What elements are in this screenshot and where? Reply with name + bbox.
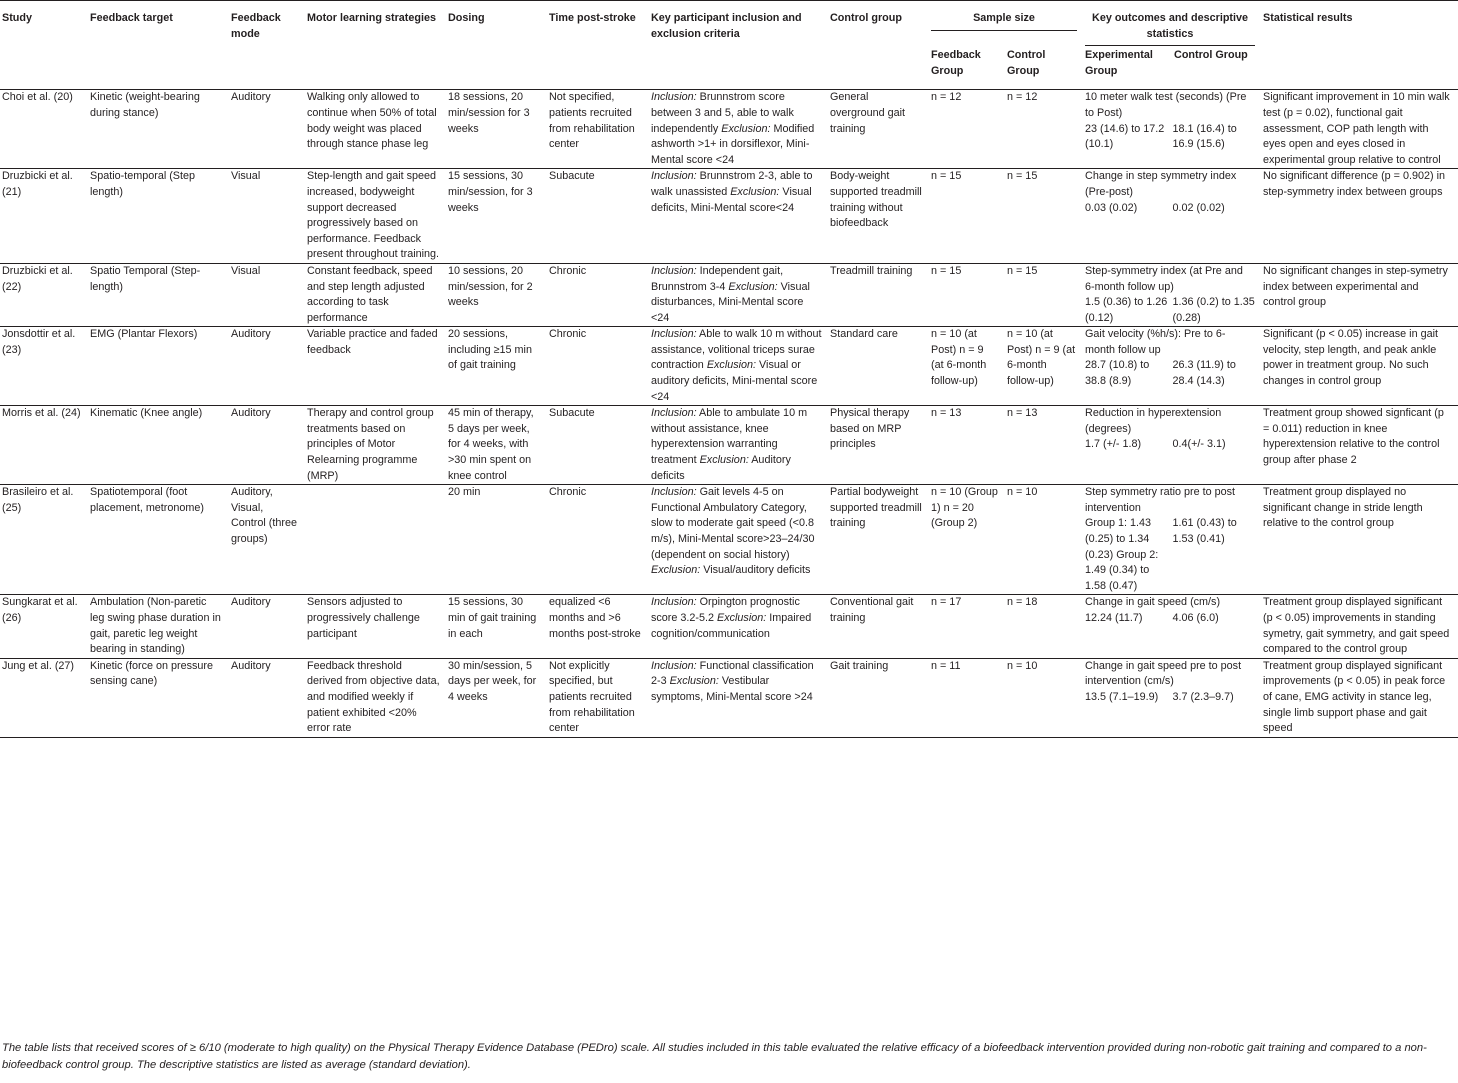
cell-control: Physical therapy based on MRP principles [830, 407, 910, 451]
cell-mode: Visual [231, 170, 261, 183]
cell-n-control: n = 18 [1007, 596, 1038, 609]
table-row [0, 169, 1458, 264]
cell-n-control: n = 15 [1007, 264, 1038, 277]
cell-outcomes [1083, 169, 1261, 264]
cell-mode: Visual [231, 264, 261, 277]
cell-n-feedback: n = 10 (at Post) n = 9 (at 6-month follow-up) [931, 328, 987, 388]
cell-time: Subacute [549, 170, 595, 183]
outcome-experimental: Group 1: 1.43 (0.25) to 1.34 (0.23) Group 2: 1.49 (0.34) to 1.58 (0.47) [1085, 517, 1159, 592]
outcome-control: 1.61 (0.43) to 1.53 (0.41) [1172, 517, 1237, 545]
outcome-experimental: 1.7 (+/- 1.8) [1085, 438, 1142, 451]
cell-time: Chronic [549, 264, 587, 277]
table-row [0, 90, 1458, 169]
cell-n-control: n = 12 [1007, 91, 1038, 104]
cell-stats: No significant changes in step-symetry index between experimental and control group [1263, 264, 1448, 309]
cell-study: Druzbicki et al. (21) [2, 170, 73, 198]
cell-stats: Treatment group displayed significant improvements (p < 0.05) in peak force of cane, EMG activity in stance leg, single limb support phase and gait speed [1263, 659, 1446, 735]
header-criteria: Key participant inclusion and exclusion criteria [651, 12, 802, 40]
header-feedback-target: Feedback target [90, 12, 173, 24]
cell-outcomes [1083, 658, 1261, 737]
header-sample-control: Control Group [1007, 49, 1046, 77]
outcome-experimental: 12.24 (11.7) [1085, 611, 1143, 624]
cell-stats: Significant improvement in 10 min walk test (p = 0.02), functional gait assessment, COP path length with eyes open and eyes closed in experimental group relative to control [1263, 91, 1450, 166]
cell-strategies: Therapy and control group treatments based on principles of Motor Relearning programme (MRP) [307, 407, 434, 482]
cell-strategies: Walking only allowed to continue when 50% of total body weight was placed through stance phase leg [307, 91, 437, 151]
cell-n-feedback: n = 11 [931, 659, 961, 672]
outcome-experimental: 1.5 (0.36) to 1.26 (0.12) [1085, 296, 1168, 324]
outcome-experimental: 23 (14.6) to 17.2 (10.1) [1085, 122, 1165, 151]
cell-control: Body-weight supported treadmill training without biofeedback [830, 170, 922, 230]
header-control-group: Control group [830, 12, 902, 24]
cell-n-control: n = 10 [1007, 486, 1038, 499]
cell-dosing: 20 min [448, 486, 481, 499]
header-sample-feedback: Feedback Group [931, 49, 981, 77]
outcome-description: Gait velocity (%h/s): Pre to 6-month follow up [1085, 328, 1226, 356]
cell-dosing: 10 sessions, 20 min/session, for 2 weeks [448, 264, 533, 309]
cell-time: Not explicitly specified, but patients recruited from rehabilitation center [549, 659, 635, 735]
cell-mode: Auditory [231, 596, 271, 609]
cell-n-control: n = 13 [1007, 407, 1038, 420]
cell-study: Druzbicki et al. (22) [2, 264, 73, 293]
cell-mode: Auditory [231, 407, 271, 420]
header-stats: Statistical results [1263, 12, 1353, 24]
cell-stats: Treatment group showed signficant (p = 0.011) reduction in knee hyperextension relative to the control group after phase 2 [1263, 407, 1444, 467]
outcome-control: 3.7 (2.3–9.7) [1172, 690, 1234, 703]
outcome-experimental: 28.7 (10.8) to 38.8 (8.9) [1085, 359, 1150, 388]
outcome-description: Change in gait speed pre to post intervention (cm/s) [1085, 659, 1242, 688]
cell-n-feedback: n = 12 [931, 91, 962, 104]
header-outcome-exp: Experimental Group [1085, 49, 1153, 77]
outcome-control: 18.1 (16.4) to 16.9 (15.6) [1172, 122, 1237, 151]
outcome-control: 1.36 (0.2) to 1.35 (0.28) [1172, 296, 1255, 324]
cell-n-control: n = 10 (at Post) n = 9 (at 6-month follow-up) [1007, 328, 1076, 388]
cell-stats: Treatment group displayed no significant change in stride length relative to the control group [1263, 486, 1423, 530]
table-caption: The table lists that received scores of ≥ 6/10 (moderate to high quality) on the Physical Therapy Evidence Database (PEDro) scale. All studies included in this table evaluated the relative efficacy of a biofeedback intervention provided during non-robotic gait training and compared to a non-biofeedback control group. The descriptive statistics are listed as average (standard deviation). [2, 1042, 1427, 1071]
outcome-control: 4.06 (6.0) [1172, 611, 1219, 624]
cell-dosing: 45 min of therapy, 5 days per week, for 4 weeks, with >30 min spent on knee control [448, 407, 534, 482]
cell-time: Chronic [549, 486, 587, 499]
outcome-control: 0.4(+/- 3.1) [1172, 438, 1226, 451]
cell-outcomes [1083, 327, 1261, 406]
cell-strategies: Feedback threshold derived from objective data, and modified weekly if patient exhibited <20% error rate [307, 659, 440, 735]
cell-criteria: Inclusion: Able to ambulate 10 m without assistance, knee hyperextension warranting treatment Exclusion: Auditory deficits [651, 407, 808, 482]
cell-control: Standard care [830, 328, 898, 341]
cell-criteria: Inclusion: Able to walk 10 m without assistance, volitional triceps surae contraction Exclusion: Visual or auditory deficits, Mini-mental score <24 [651, 328, 822, 403]
header-study: Study [2, 12, 32, 24]
outcome-description: Reduction in hyperextension (degrees) [1085, 407, 1222, 435]
outcome-experimental: 13.5 (7.1–19.9) [1085, 690, 1159, 703]
cell-target: EMG (Plantar Flexors) [90, 328, 198, 341]
cell-outcomes [1083, 263, 1261, 326]
cell-target: Kinetic (force on pressure sensing cane) [90, 659, 214, 688]
cell-outcomes [1083, 406, 1261, 485]
cell-n-control: n = 10 [1007, 659, 1038, 672]
cell-dosing: 30 min/session, 5 days per week, for 4 weeks [448, 659, 537, 703]
cell-study: Jung et al. (27) [2, 659, 75, 672]
outcome-control: 26.3 (11.9) to 28.4 (14.3) [1172, 359, 1236, 388]
cell-control: Conventional gait training [830, 596, 914, 624]
cell-strategies: Constant feedback, speed and step length adjusted according to task performance [307, 264, 433, 324]
cell-outcomes [1083, 595, 1261, 658]
cell-target: Kinematic (Knee angle) [90, 407, 203, 420]
outcome-control: 0.02 (0.02) [1172, 201, 1225, 214]
cell-criteria: Inclusion: Functional classification 2-3 Exclusion: Vestibular symptoms, Mini-Mental score >24 [651, 659, 814, 703]
cell-control: Gait training [830, 659, 889, 672]
header-sample-size: Sample size [929, 1, 1083, 47]
cell-n-feedback: n = 15 [931, 264, 962, 277]
cell-n-feedback: n = 15 [931, 170, 962, 183]
header-feedback-mode: Feedback mode [231, 12, 281, 40]
cell-dosing: 20 sessions, including ≥15 min of gait training [448, 328, 532, 372]
cell-outcomes [1083, 90, 1261, 169]
cell-time: Chronic [549, 328, 587, 341]
cell-mode: Auditory [231, 659, 271, 672]
cell-study: Morris et al. (24) [2, 407, 81, 420]
cell-criteria: Inclusion: Brunnstrom score between 3 and 5, able to walk independently Exclusion: Modified ashworth >1+ in dorsiflexor, Mini-Mental score <24 [651, 91, 815, 166]
outcome-experimental: 0.03 (0.02) [1085, 201, 1138, 214]
cell-dosing: 18 sessions, 20 min/session for 3 weeks [448, 91, 530, 135]
cell-n-feedback: n = 13 [931, 407, 962, 420]
cell-control: Partial bodyweight supported treadmill training [830, 486, 922, 530]
cell-study: Brasileiro et al. (25) [2, 486, 74, 514]
cell-study: Sungkarat et al. (26) [2, 596, 78, 624]
cell-criteria: Inclusion: Orpington prognostic score 3.2-5.2 Exclusion: Impaired cognition/communication [651, 596, 812, 640]
outcome-description: 10 meter walk test (seconds) (Pre to Post) [1085, 91, 1247, 119]
cell-study: Choi et al. (20) [2, 91, 73, 104]
cell-time: Not specified, patients recruited from rehabilitation center [549, 91, 635, 151]
table-row [0, 263, 1458, 326]
cell-outcomes [1083, 485, 1261, 595]
cell-time: Subacute [549, 407, 595, 420]
cell-target: Spatio Temporal (Step-length) [90, 264, 201, 293]
cell-criteria: Inclusion: Brunnstrom 2-3, able to walk unassisted Exclusion: Visual deficits, Mini-Mental score<24 [651, 170, 813, 214]
cell-time: equalized <6 months and >6 months post-stroke [549, 596, 641, 640]
cell-stats: No significant difference (p = 0.902) in step-symmetry index between groups [1263, 170, 1445, 198]
header-time-post-stroke: Time post-stroke [549, 12, 636, 24]
outcome-description: Step symmetry ratio pre to post intervention [1085, 486, 1236, 514]
cell-criteria: Inclusion: Gait levels 4-5 on Functional Ambulatory Category, slow to moderate gait speed (<0.8 m/s), Mini-Mental score>23–24/30 (dependent on social history) Exclusion: Visual/auditory deficits [651, 486, 815, 577]
table-row [0, 406, 1458, 485]
header-outcomes: Key outcomes and descriptive statistics [1083, 1, 1261, 47]
cell-dosing: 15 sessions, 30 min/session, for 3 weeks [448, 170, 533, 214]
cell-target: Ambulation (Non-paretic leg swing phase duration in gait, paretic leg weight bearing in standing) [90, 596, 221, 656]
cell-target: Spatiotemporal (foot placement, metronome) [90, 486, 205, 514]
cell-mode: Auditory, Visual, Control (three groups) [231, 486, 298, 545]
cell-mode: Auditory [231, 91, 271, 104]
header-dosing: Dosing [448, 12, 485, 24]
cell-dosing: 15 sessions, 30 min of gait training in each [448, 596, 537, 640]
cell-target: Spatio-temporal (Step length) [90, 170, 196, 198]
cell-study: Jonsdottir et al. (23) [2, 328, 76, 356]
outcome-description: Change in gait speed (cm/s) [1085, 596, 1221, 609]
cell-n-feedback: n = 17 [931, 596, 962, 609]
cell-strategies: Sensors adjusted to progressively challenge participant [307, 596, 420, 640]
table-row [0, 485, 1458, 595]
cell-target: Kinetic (weight-bearing during stance) [90, 91, 200, 119]
cell-strategies: Step-length and gait speed increased, bodyweight support decreased progressively based on performance. Feedback present throughout training. [307, 170, 440, 261]
cell-strategies [305, 485, 446, 595]
cell-n-feedback: n = 10 (Group 1) n = 20 (Group 2) [931, 486, 998, 530]
header-outcome-ctrl: Control Group [1174, 49, 1248, 62]
cell-n-control: n = 15 [1007, 170, 1038, 183]
table-row [0, 595, 1458, 658]
cell-stats: Treatment group displayed significant (p < 0.05) improvements in standing symetry, gait symmetry, and gait speed compared to the control group [1263, 596, 1450, 656]
cell-control: Treadmill training [830, 264, 913, 277]
table-row [0, 658, 1458, 737]
cell-control: General overground gait training [830, 91, 906, 135]
cell-criteria: Inclusion: Independent gait, Brunnstrom 3-4 Exclusion: Visual disturbances, Mini-Mental score <24 [651, 264, 810, 324]
outcome-description: Change in step symmetry index (Pre-post) [1085, 170, 1237, 198]
header-motor-learning: Motor learning strategies [307, 12, 436, 24]
cell-mode: Auditory [231, 328, 271, 341]
table-row [0, 327, 1458, 406]
cell-strategies: Variable practice and faded feedback [307, 328, 438, 356]
cell-stats: Significant (p < 0.05) increase in gait velocity, step length, and peak ankle power in treatment group. No such changes in control group [1263, 328, 1438, 388]
outcome-description: Step-symmetry index (at Pre and 6-month follow up) [1085, 264, 1243, 293]
